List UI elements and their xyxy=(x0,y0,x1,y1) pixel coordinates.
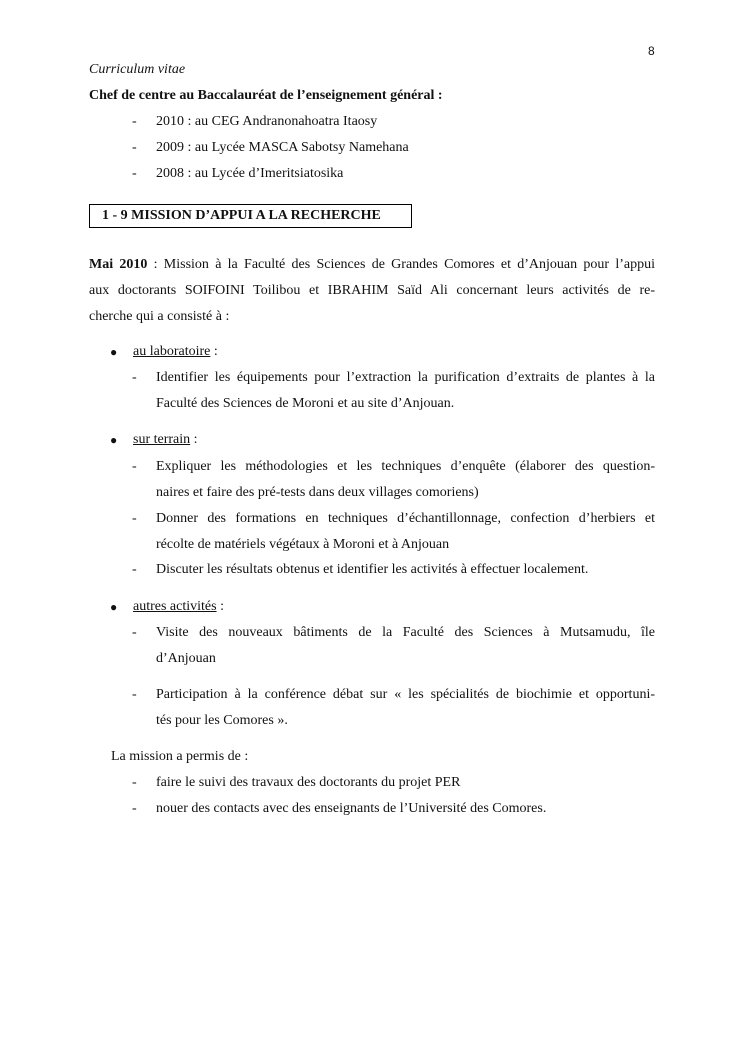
dash-marker: - xyxy=(132,775,137,790)
terrain-item-line: Discuter les résultats obtenus et identifier les activités à effectuer localement. xyxy=(156,562,589,577)
terrain-item-line: Expliquer les méthodologies et les techniques d’enquête (élaborer des question- xyxy=(156,459,655,474)
dash-marker: - xyxy=(132,562,137,577)
result-item: nouer des contacts avec des enseignants de l’Université des Comores. xyxy=(156,801,547,816)
section-title: 1 - 9 MISSION D’APPUI A LA RECHERCHE xyxy=(102,208,381,223)
dash-marker: - xyxy=(132,625,137,640)
labo-label: au laboratoire xyxy=(133,344,211,359)
dash-marker: - xyxy=(132,370,137,385)
autres-label: autres activités xyxy=(133,599,217,614)
page-number: 8 xyxy=(648,44,655,58)
section-title-box xyxy=(89,204,412,228)
dash-marker: - xyxy=(132,459,137,474)
dash-marker: - xyxy=(132,687,137,702)
colon: : xyxy=(216,599,224,614)
terrain-heading xyxy=(133,432,198,448)
mission-intro-line-1 xyxy=(89,257,655,273)
chef-centre-heading: Chef de centre au Baccalauréat de l’enseignement général : xyxy=(89,88,443,103)
terrain-item-line: Donner des formations en techniques d’échantillonnage, confection d’herbiers et xyxy=(156,511,655,526)
dash-marker: - xyxy=(132,114,137,129)
bullet-icon: ● xyxy=(110,433,118,447)
colon: : xyxy=(190,432,198,447)
running-head: Curriculum vitae xyxy=(89,62,186,77)
terrain-item-line: récolte de matériels végétaux à Moroni et à Anjouan xyxy=(156,537,450,552)
terrain-label: sur terrain xyxy=(133,432,191,447)
dash-marker: - xyxy=(132,801,137,816)
labo-item-line: Faculté des Sciences de Moroni et au site d’Anjouan. xyxy=(156,396,455,411)
autres-heading xyxy=(133,599,224,615)
bullet-icon: ● xyxy=(110,600,118,614)
autres-item-line: tés pour les Comores ». xyxy=(156,713,288,728)
autres-item-line: Participation à la conférence débat sur « les spécialités de biochimie et opportuni- xyxy=(156,687,655,702)
mission-intro-line-3: cherche qui a consisté à : xyxy=(89,309,230,324)
colon: : xyxy=(210,344,218,359)
list-item: 2008 : au Lycée d’Imeritsiatosika xyxy=(156,166,344,181)
autres-item-line: d’Anjouan xyxy=(156,651,216,666)
dash-marker: - xyxy=(132,166,137,181)
terrain-item-line: naires et faire des pré-tests dans deux villages comoriens) xyxy=(156,485,479,500)
dash-marker: - xyxy=(132,140,137,155)
mission-intro-text: : Mission à la Faculté des Sciences de Grandes Comores et d’Anjouan pour l’appui xyxy=(147,257,655,272)
list-item: 2009 : au Lycée MASCA Sabotsy Namehana xyxy=(156,140,409,155)
result-intro: La mission a permis de : xyxy=(111,749,249,764)
labo-item-line: Identifier les équipements pour l’extraction la purification d’extraits de plantes à la xyxy=(156,370,655,385)
labo-heading xyxy=(133,344,218,360)
bullet-icon: ● xyxy=(110,345,118,359)
result-item: faire le suivi des travaux des doctorants du projet PER xyxy=(156,775,461,790)
dash-marker: - xyxy=(132,511,137,526)
autres-item-line: Visite des nouveaux bâtiments de la Faculté des Sciences à Mutsamudu, île xyxy=(156,625,655,640)
mission-date: Mai 2010 xyxy=(89,257,148,272)
list-item: 2010 : au CEG Andranonahoatra Itaosy xyxy=(156,114,378,129)
mission-intro-line-2: aux doctorants SOIFOINI Toilibou et IBRAHIM Saïd Ali concernant leurs activités de re- xyxy=(89,283,655,298)
